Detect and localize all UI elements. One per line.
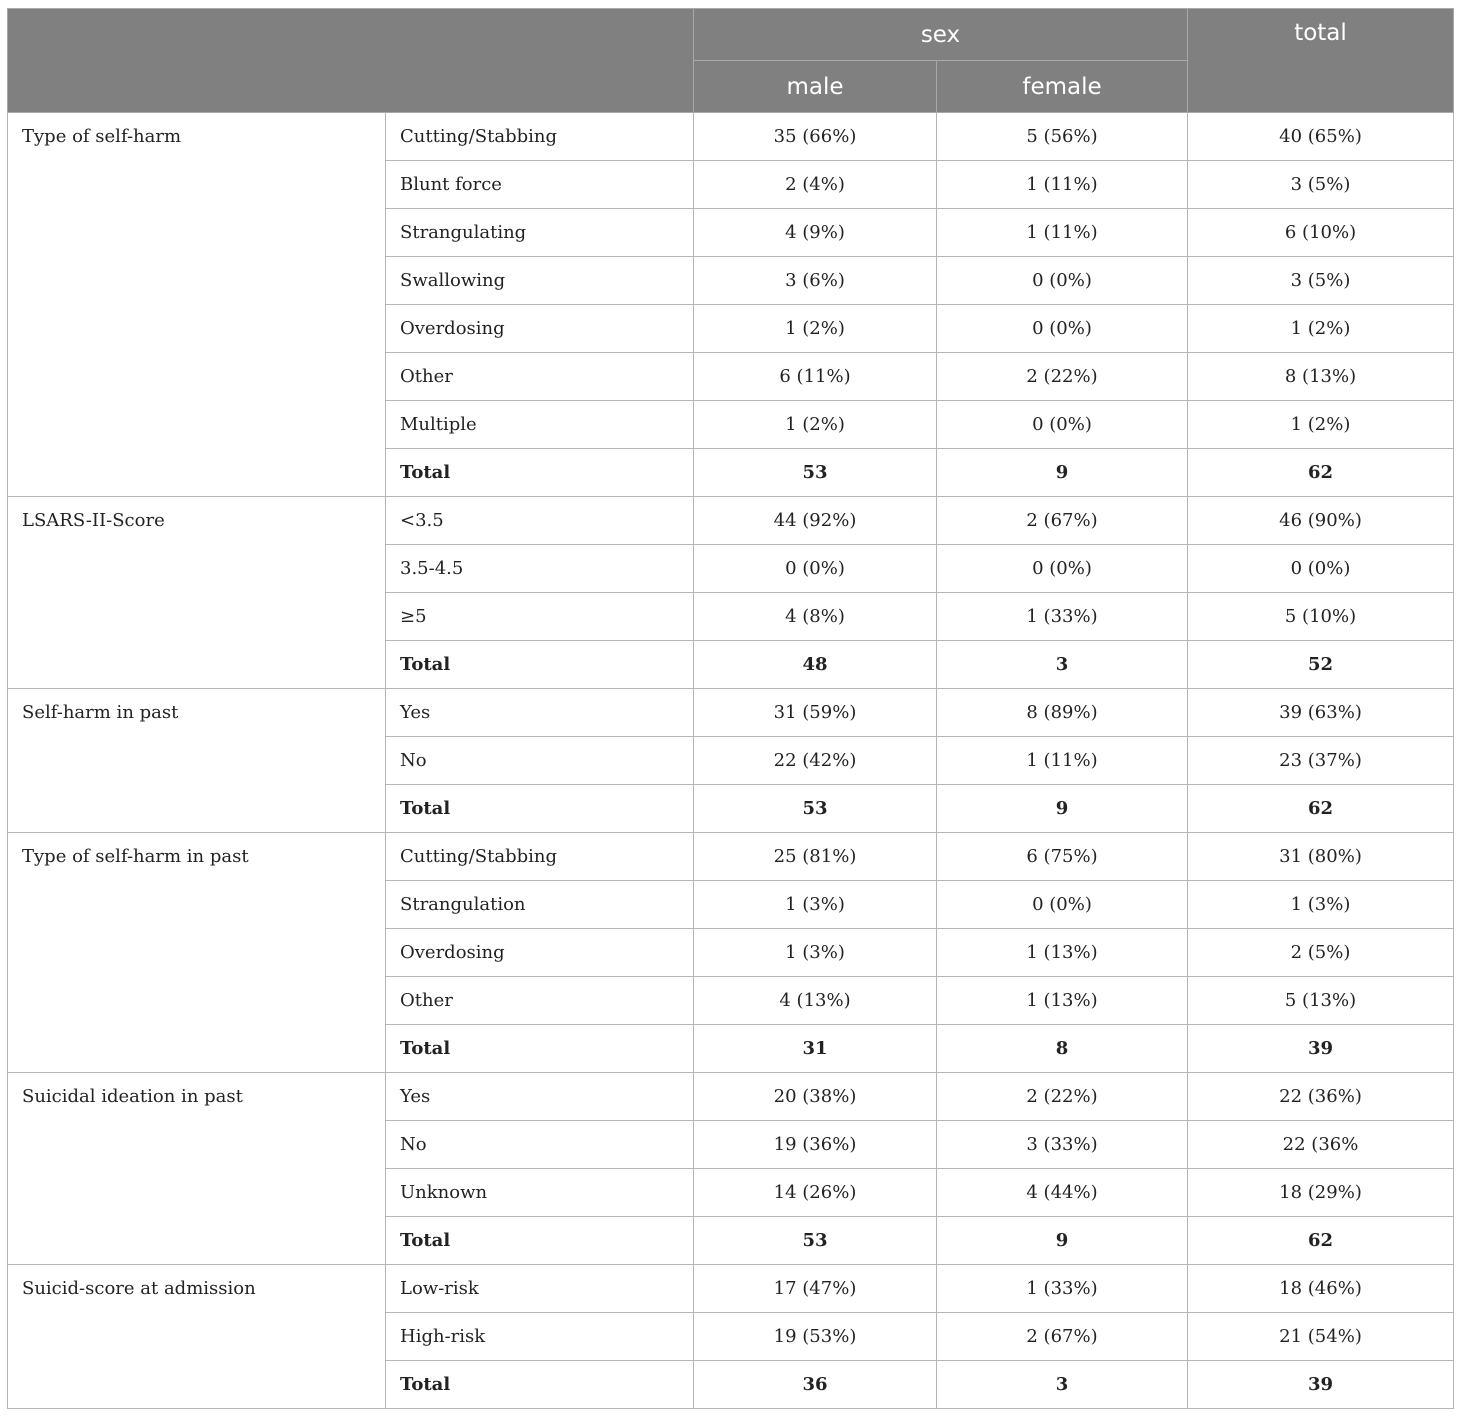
- cell-total: 39: [1188, 1361, 1454, 1409]
- cell-total: 23 (37%): [1188, 737, 1454, 785]
- cell-total: 62: [1188, 1217, 1454, 1265]
- row-label: Overdosing: [386, 929, 694, 977]
- cell-total: 62: [1188, 449, 1454, 497]
- cell-total: 18 (46%): [1188, 1265, 1454, 1313]
- table-body: [8, 113, 1454, 1409]
- row-label: No: [386, 1121, 694, 1169]
- cell-male: 1 (2%): [694, 401, 937, 449]
- cell-total: 8 (13%): [1188, 353, 1454, 401]
- cell-male: 22 (42%): [694, 737, 937, 785]
- cell-total: 31 (80%): [1188, 833, 1454, 881]
- cell-female: 4 (44%): [937, 1169, 1188, 1217]
- cell-female: 9: [937, 785, 1188, 833]
- row-label: Total: [386, 1361, 694, 1409]
- cell-female: 9: [937, 449, 1188, 497]
- header-total: total: [1188, 9, 1454, 113]
- cell-male: 2 (4%): [694, 161, 937, 209]
- row-label: Low-risk: [386, 1265, 694, 1313]
- cell-female: 0 (0%): [937, 881, 1188, 929]
- cell-female: 2 (22%): [937, 353, 1188, 401]
- header-female: female: [937, 61, 1188, 113]
- cell-total: 18 (29%): [1188, 1169, 1454, 1217]
- cell-total: 22 (36%: [1188, 1121, 1454, 1169]
- cell-total: 5 (10%): [1188, 593, 1454, 641]
- cell-total: 1 (2%): [1188, 401, 1454, 449]
- cell-female: 2 (67%): [937, 1313, 1188, 1361]
- row-label: Unknown: [386, 1169, 694, 1217]
- row-label: No: [386, 737, 694, 785]
- cell-male: 44 (92%): [694, 497, 937, 545]
- header-sex: sex: [694, 9, 1188, 61]
- cell-male: 0 (0%): [694, 545, 937, 593]
- cell-male: 48: [694, 641, 937, 689]
- cell-female: 0 (0%): [937, 545, 1188, 593]
- group-label: Suicid-score at admission: [8, 1265, 386, 1409]
- cell-male: 20 (38%): [694, 1073, 937, 1121]
- row-label: Blunt force: [386, 161, 694, 209]
- row-label: Total: [386, 449, 694, 497]
- cell-male: 19 (36%): [694, 1121, 937, 1169]
- cell-female: 9: [937, 1217, 1188, 1265]
- group-label: Type of self-harm: [8, 113, 386, 497]
- cell-male: 4 (9%): [694, 209, 937, 257]
- table-header: [8, 9, 1454, 113]
- header-male: male: [694, 61, 937, 113]
- cell-female: 3: [937, 1361, 1188, 1409]
- cell-female: 3 (33%): [937, 1121, 1188, 1169]
- group-label: LSARS-II-Score: [8, 497, 386, 689]
- cell-total: 62: [1188, 785, 1454, 833]
- table-row: [8, 1265, 1454, 1313]
- row-label: Strangulating: [386, 209, 694, 257]
- cell-total: 40 (65%): [1188, 113, 1454, 161]
- cell-female: 5 (56%): [937, 113, 1188, 161]
- cell-total: 46 (90%): [1188, 497, 1454, 545]
- row-label: Swallowing: [386, 257, 694, 305]
- cell-male: 1 (3%): [694, 929, 937, 977]
- row-label: Total: [386, 1025, 694, 1073]
- cell-male: 1 (3%): [694, 881, 937, 929]
- data-table: [7, 8, 1454, 1409]
- row-label: Total: [386, 1217, 694, 1265]
- cell-female: 6 (75%): [937, 833, 1188, 881]
- cell-male: 31: [694, 1025, 937, 1073]
- cell-male: 53: [694, 785, 937, 833]
- cell-total: 21 (54%): [1188, 1313, 1454, 1361]
- cell-total: 52: [1188, 641, 1454, 689]
- cell-total: 22 (36%): [1188, 1073, 1454, 1121]
- table-row: [8, 497, 1454, 545]
- cell-total: 39 (63%): [1188, 689, 1454, 737]
- cell-female: 3: [937, 641, 1188, 689]
- table-row: [8, 689, 1454, 737]
- row-label: Yes: [386, 1073, 694, 1121]
- cell-female: 0 (0%): [937, 305, 1188, 353]
- row-label: 3.5-4.5: [386, 545, 694, 593]
- cell-female: 0 (0%): [937, 257, 1188, 305]
- header-blank-cell: [8, 9, 694, 113]
- cell-male: 14 (26%): [694, 1169, 937, 1217]
- row-label: High-risk: [386, 1313, 694, 1361]
- row-label: Cutting/Stabbing: [386, 833, 694, 881]
- row-label: Strangulation: [386, 881, 694, 929]
- cell-female: 1 (33%): [937, 1265, 1188, 1313]
- row-label: Multiple: [386, 401, 694, 449]
- cell-male: 6 (11%): [694, 353, 937, 401]
- row-label: Other: [386, 353, 694, 401]
- cell-female: 2 (22%): [937, 1073, 1188, 1121]
- cell-female: 1 (33%): [937, 593, 1188, 641]
- cell-total: 3 (5%): [1188, 161, 1454, 209]
- table-container: [7, 8, 1453, 1409]
- cell-total: 1 (3%): [1188, 881, 1454, 929]
- cell-male: 36: [694, 1361, 937, 1409]
- cell-total: 5 (13%): [1188, 977, 1454, 1025]
- cell-male: 53: [694, 449, 937, 497]
- row-label: Yes: [386, 689, 694, 737]
- cell-female: 1 (13%): [937, 929, 1188, 977]
- cell-male: 19 (53%): [694, 1313, 937, 1361]
- cell-female: 2 (67%): [937, 497, 1188, 545]
- group-label: Type of self-harm in past: [8, 833, 386, 1073]
- cell-female: 1 (13%): [937, 977, 1188, 1025]
- cell-total: 3 (5%): [1188, 257, 1454, 305]
- group-label: Self-harm in past: [8, 689, 386, 833]
- cell-male: 17 (47%): [694, 1265, 937, 1313]
- table-row: [8, 1073, 1454, 1121]
- cell-female: 1 (11%): [937, 209, 1188, 257]
- row-label: Total: [386, 785, 694, 833]
- cell-male: 4 (13%): [694, 977, 937, 1025]
- cell-male: 3 (6%): [694, 257, 937, 305]
- cell-total: 1 (2%): [1188, 305, 1454, 353]
- cell-male: 35 (66%): [694, 113, 937, 161]
- table-row: [8, 833, 1454, 881]
- cell-female: 8: [937, 1025, 1188, 1073]
- cell-total: 39: [1188, 1025, 1454, 1073]
- cell-total: 0 (0%): [1188, 545, 1454, 593]
- table-row: [8, 113, 1454, 161]
- row-label: <3.5: [386, 497, 694, 545]
- cell-male: 4 (8%): [694, 593, 937, 641]
- cell-male: 25 (81%): [694, 833, 937, 881]
- row-label: Other: [386, 977, 694, 1025]
- cell-total: 6 (10%): [1188, 209, 1454, 257]
- cell-total: 2 (5%): [1188, 929, 1454, 977]
- cell-female: 8 (89%): [937, 689, 1188, 737]
- row-label: Overdosing: [386, 305, 694, 353]
- cell-male: 1 (2%): [694, 305, 937, 353]
- row-label: Cutting/Stabbing: [386, 113, 694, 161]
- cell-female: 0 (0%): [937, 401, 1188, 449]
- row-label: Total: [386, 641, 694, 689]
- row-label: ≥5: [386, 593, 694, 641]
- group-label: Suicidal ideation in past: [8, 1073, 386, 1265]
- cell-male: 31 (59%): [694, 689, 937, 737]
- cell-female: 1 (11%): [937, 161, 1188, 209]
- cell-male: 53: [694, 1217, 937, 1265]
- cell-female: 1 (11%): [937, 737, 1188, 785]
